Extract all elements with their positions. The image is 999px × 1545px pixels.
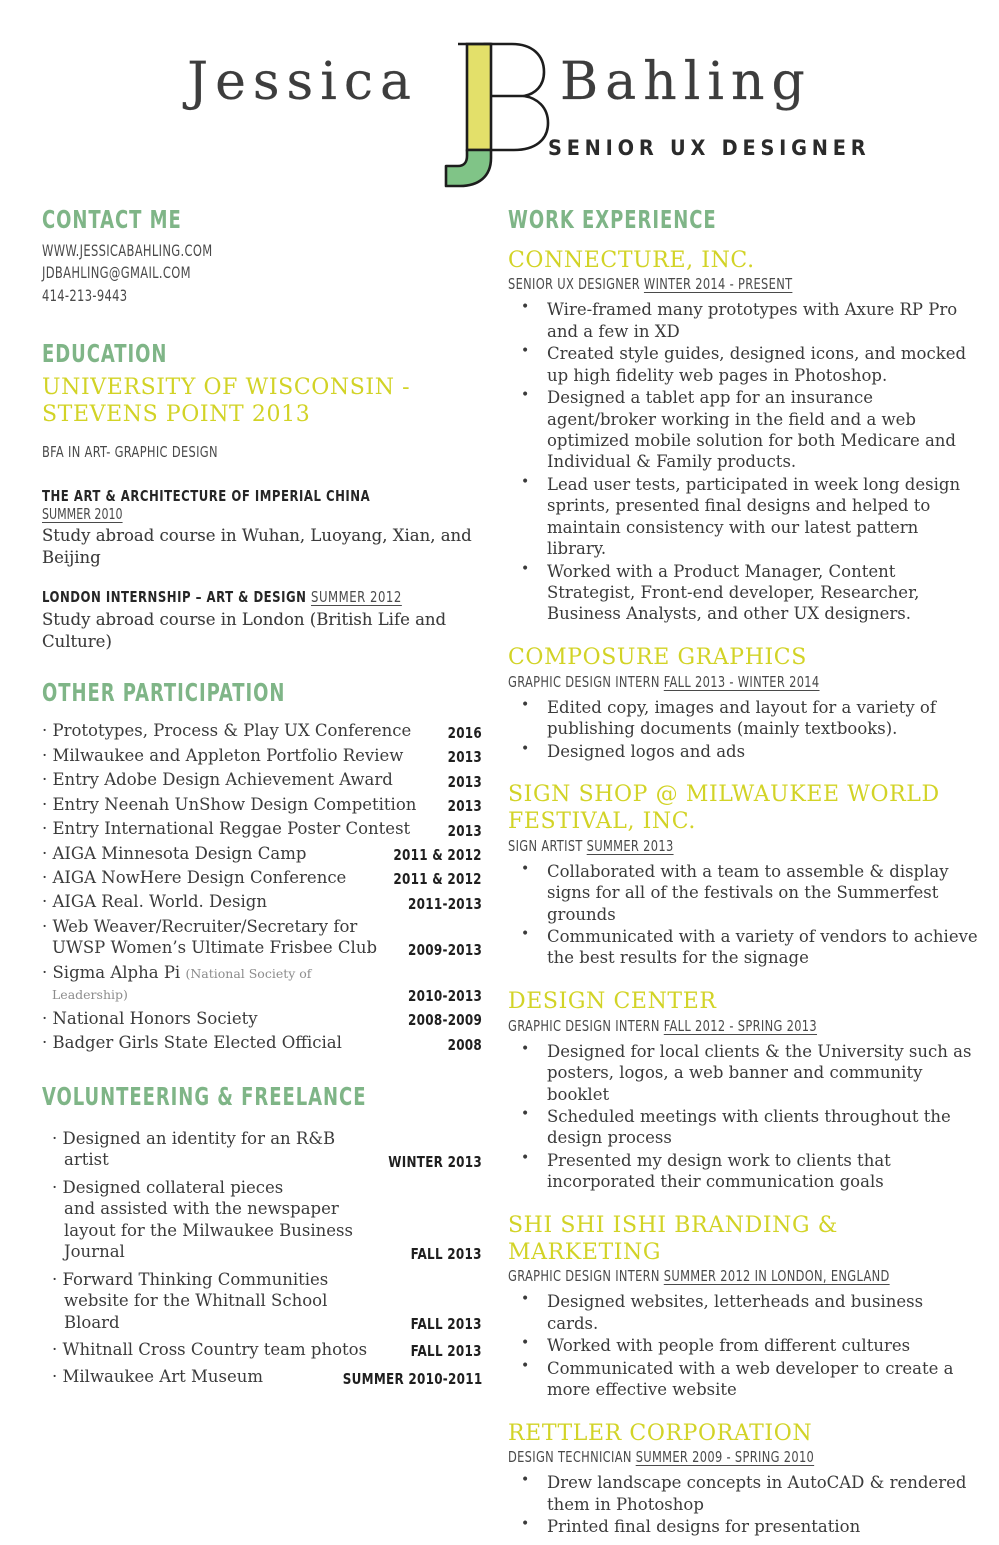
education-program-china <box>42 487 482 569</box>
work-company: SHI SHI ISHI BRANDING & MARKETING <box>508 1212 838 1265</box>
participation-row <box>42 745 482 766</box>
work-date: SUMMER 2012 IN LONDON, ENGLAND <box>663 1267 890 1286</box>
volunteering-row <box>42 1366 482 1387</box>
participation-row <box>42 843 482 864</box>
participation-label: · Sigma Alpha Pi (National Society of Leadership) <box>42 962 312 1003</box>
work-bullet: • Lead user tests, participated in week long design sprints, presented final designs and helped to maintain consistency with our latest pattern library. <box>508 474 978 560</box>
work-entry <box>508 645 978 762</box>
work-company: RETTLER CORPORATION <box>508 1420 813 1446</box>
work-role: GRAPHIC DESIGN INTERN <box>508 1267 664 1286</box>
program-date: SUMMER 2010 <box>42 504 123 523</box>
participation-year: 2013 <box>447 821 482 840</box>
volunteering-label: · Whitnall Cross Country team photos <box>52 1339 368 1359</box>
work-role-date <box>508 1017 893 1035</box>
volunteering-row <box>42 1128 482 1171</box>
volunteering-row <box>42 1269 482 1333</box>
resume-header <box>0 0 999 200</box>
work-role-date <box>508 1448 893 1466</box>
work-entry <box>508 1213 978 1401</box>
work-entry <box>508 248 978 625</box>
participation-year: 2011-2013 <box>407 894 482 913</box>
work-role-date <box>508 1267 893 1285</box>
participation-row <box>42 867 482 888</box>
work-bullet: • Worked with people from different cultures <box>508 1335 978 1356</box>
volunteering-label: · Designed collateral pieces and assisted with the newspaper layout for the Milwaukee Business Journal <box>52 1177 353 1262</box>
work-bullet-list <box>508 697 978 762</box>
right-column <box>508 206 978 1539</box>
participation-row <box>42 769 482 790</box>
work-entry <box>508 989 978 1193</box>
program-description: Study abroad course in London (British Life and Culture) <box>42 610 447 652</box>
education-program-london <box>42 588 482 653</box>
work-date: FALL 2013 - WINTER 2014 <box>663 672 820 691</box>
participation-year: 2013 <box>447 772 482 791</box>
participation-row <box>42 818 482 839</box>
volunteering-label: · Designed an identity for an R&B artist <box>52 1129 336 1170</box>
participation-label: · Entry Neenah UnShow Design Competition <box>42 794 417 814</box>
left-column <box>42 206 482 1394</box>
participation-row <box>42 962 482 1005</box>
participation-label: · Prototypes, Process & Play UX Conference <box>42 721 412 741</box>
work-role: DESIGN TECHNICIAN <box>508 1448 636 1467</box>
work-bullet: • Designed a tablet app for an insurance agent/broker working in the field and a web optimized mobile solution for both Medicare and Individual & Family products. <box>508 387 978 473</box>
program-title <box>42 588 412 606</box>
participation-row <box>42 1008 482 1029</box>
work-heading: WORK EXPERIENCE <box>508 205 717 234</box>
contact-phone[interactable]: 414-213-9443 <box>42 285 128 305</box>
work-bullet: • Drew landscape concepts in AutoCAD & rendered them in Photoshop <box>508 1472 978 1515</box>
contact-list <box>42 240 482 308</box>
volunteering-list <box>42 1128 482 1388</box>
work-role-date <box>508 275 893 293</box>
work-entry <box>508 1421 978 1538</box>
volunteering-label: · Milwaukee Art Museum <box>52 1367 264 1387</box>
work-list <box>508 248 978 1538</box>
participation-year: 2016 <box>447 723 482 742</box>
participation-row <box>42 794 482 815</box>
work-bullet: • Collaborated with a team to assemble & display signs for all of the festivals on the Summerfest grounds <box>508 861 978 925</box>
participation-label: · Milwaukee and Appleton Portfolio Review <box>42 745 404 765</box>
work-company: DESIGN CENTER <box>508 988 717 1014</box>
program-title-text: LONDON INTERNSHIP – ART & DESIGN <box>42 588 307 607</box>
volunteering-row <box>42 1177 482 1263</box>
first-name: Jessica <box>187 52 418 112</box>
program-description: Study abroad course in Wuhan, Luoyang, Xian, and Beijing <box>42 525 472 567</box>
education-degree: BFA IN ART- GRAPHIC DESIGN <box>42 442 218 461</box>
volunteering-date: FALL 2013 <box>410 1244 482 1263</box>
participation-list <box>42 720 482 1053</box>
work-bullet-list <box>508 1291 978 1400</box>
work-bullet: • Communicated with a web developer to create a more effective website <box>508 1358 978 1401</box>
work-role: SIGN ARTIST <box>508 836 587 855</box>
volunteering-label: · Forward Thinking Communities website for the Whitnall School Bloard <box>52 1269 329 1332</box>
participation-year: 2009-2013 <box>407 940 482 959</box>
work-company: CONNECTURE, INC. <box>508 247 755 273</box>
participation-heading: OTHER PARTICIPATION <box>42 677 286 707</box>
contact-heading: CONTACT ME <box>42 205 182 234</box>
work-bullet: • Presented my design work to clients that incorporated their communication goals <box>508 1150 978 1193</box>
contact-website[interactable]: WWW.JESSICABAHLING.COM <box>42 240 213 260</box>
work-role-date <box>508 673 893 691</box>
work-bullet-list <box>508 1472 978 1537</box>
participation-label: · AIGA NowHere Design Conference <box>42 868 347 887</box>
participation-label: · Entry Adobe Design Achievement Award <box>42 770 393 790</box>
volunteering-date: WINTER 2013 <box>388 1152 482 1171</box>
volunteering-heading: VOLUNTEERING & FREELANCE <box>42 1081 367 1111</box>
participation-row <box>42 916 482 959</box>
participation-label: · AIGA Minnesota Design Camp <box>42 843 307 863</box>
participation-year: 2013 <box>447 797 482 816</box>
participation-note: (National Society of Leadership) <box>52 965 312 1003</box>
work-bullet-list <box>508 1041 978 1193</box>
work-bullet: • Worked with a Product Manager, Content Strategist, Front-end developer, Researcher, Business Analysts, and other UX designers. <box>508 561 978 625</box>
volunteering-date: FALL 2013 <box>410 1342 482 1361</box>
work-date: FALL 2012 - SPRING 2013 <box>663 1016 818 1035</box>
work-company: COMPOSURE GRAPHICS <box>508 644 807 670</box>
participation-year: 2008 <box>447 1035 482 1054</box>
work-role: GRAPHIC DESIGN INTERN <box>508 1016 664 1035</box>
contact-email[interactable]: JDBAHLING@GMAIL.COM <box>42 263 191 283</box>
volunteering-row <box>42 1339 482 1360</box>
work-bullet: • Created style guides, designed icons, and mocked up high fidelity web pages in Photoshop. <box>508 343 978 386</box>
participation-row <box>42 1032 482 1053</box>
work-bullet: • Designed for local clients & the University such as posters, logos, a web banner and community booklet <box>508 1041 978 1105</box>
education-heading: EDUCATION <box>42 338 168 368</box>
participation-label: · Badger Girls State Elected Official <box>42 1033 342 1053</box>
work-bullet: • Scheduled meetings with clients throughout the design process <box>508 1106 978 1149</box>
participation-label: · Web Weaver/Recruiter/Secretary for UWSP Women’s Ultimate Frisbee Club <box>42 916 378 958</box>
last-name: Bahling <box>560 52 812 112</box>
work-bullet: • Designed logos and ads <box>508 741 978 762</box>
work-role-date <box>508 837 893 855</box>
volunteering-date: FALL 2013 <box>410 1314 482 1333</box>
work-role: GRAPHIC DESIGN INTERN <box>508 672 664 691</box>
participation-year: 2008-2009 <box>407 1011 482 1030</box>
work-company: SIGN SHOP @ MILWAUKEE WORLD FESTIVAL, INC. <box>508 782 940 834</box>
volunteering-date: SUMMER 2010-2011 <box>342 1369 482 1388</box>
work-date: SUMMER 2013 <box>586 836 674 855</box>
participation-row <box>42 891 482 912</box>
work-date: WINTER 2014 - PRESENT <box>643 275 793 294</box>
work-bullet: • Edited copy, images and layout for a variety of publishing documents (mainly textbooks). <box>508 697 978 740</box>
work-bullet: • Designed websites, letterheads and business cards. <box>508 1291 978 1334</box>
work-bullet-list <box>508 299 978 625</box>
job-tagline: SENIOR UX DESIGNER <box>548 136 871 160</box>
participation-row <box>42 720 482 741</box>
education-school: UNIVERSITY OF WISCONSIN - STEVENS POINT 2013 <box>42 375 411 427</box>
jb-monogram-logo <box>440 40 560 190</box>
participation-label: · National Honors Society <box>42 1008 258 1028</box>
work-bullet-list <box>508 861 978 969</box>
participation-year: 2010-2013 <box>407 986 482 1005</box>
participation-label: · Entry International Reggae Poster Contest <box>42 819 411 839</box>
program-title: THE ART & ARCHITECTURE OF IMPERIAL CHINA <box>42 486 371 505</box>
work-role: SENIOR UX DESIGNER <box>508 275 644 294</box>
participation-year: 2013 <box>447 748 482 767</box>
program-date: SUMMER 2012 <box>310 588 402 607</box>
participation-year: 2011 & 2012 <box>393 870 482 889</box>
participation-year: 2011 & 2012 <box>393 846 482 864</box>
work-bullet: • Wire-framed many prototypes with Axure RP Pro and a few in XD <box>508 299 978 342</box>
work-entry <box>508 782 978 969</box>
work-bullet: • Communicated with a variety of vendors to achieve the best results for the signage <box>508 926 978 969</box>
work-date: SUMMER 2009 - SPRING 2010 <box>635 1448 815 1467</box>
work-bullet: • Printed final designs for presentation <box>508 1516 978 1537</box>
participation-label: · AIGA Real. World. Design <box>42 892 267 912</box>
